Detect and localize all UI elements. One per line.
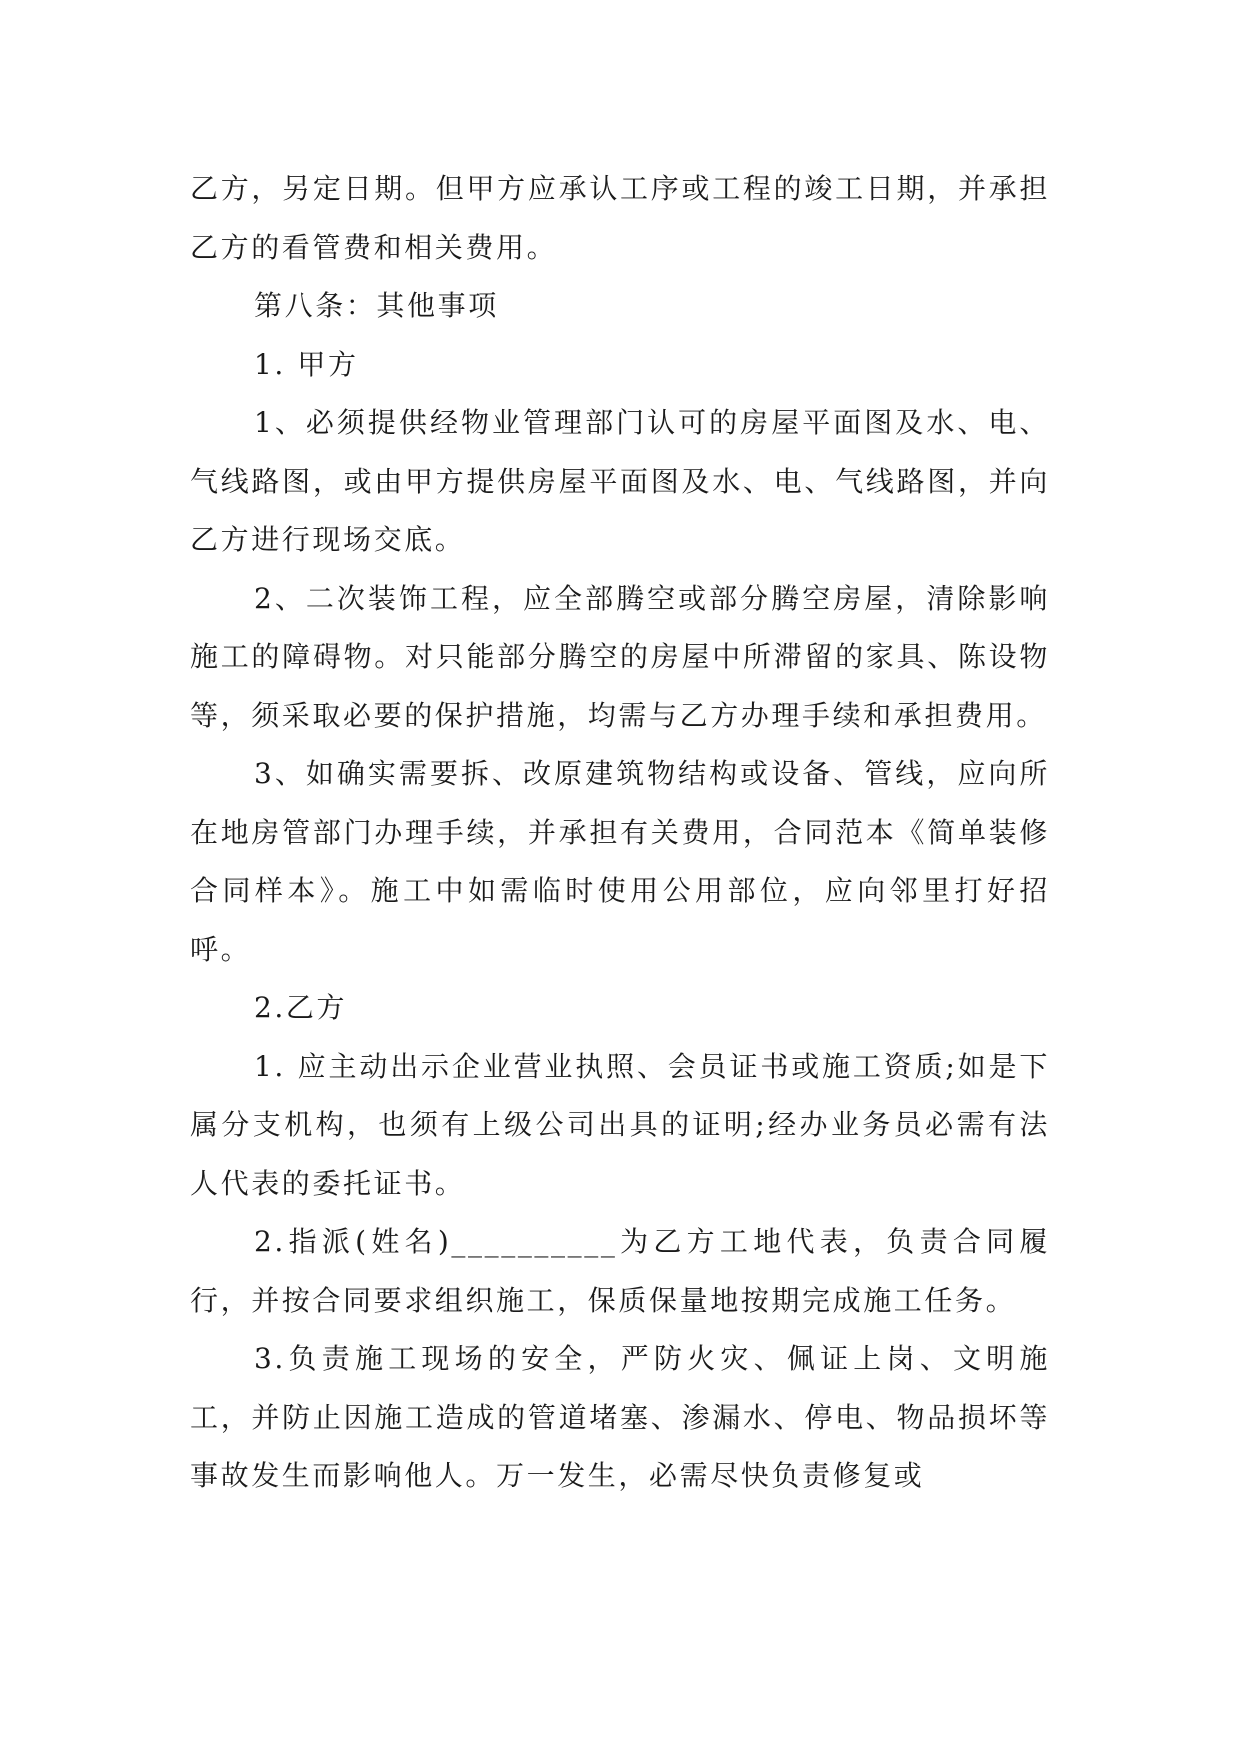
paragraph-continuation: 乙方，另定日期。但甲方应承认工序或工程的竣工日期，并承担乙方的看管费和相关费用。	[190, 172, 1050, 264]
party-a-item-3: 3、如确实需要拆、改原建筑物结构或设备、管线，应向所在地房管部门办理手续，并承担有关费用，合同范本《简单装修合同样本》。施工中如需临时使用公用部位，应向邻里打好招呼。	[190, 757, 1050, 966]
party-a-item-1: 1、必须提供经物业管理部门认可的房屋平面图及水、电、气线路图，或由甲方提供房屋平面图及水、电、气线路图，并向乙方进行现场交底。	[190, 406, 1050, 556]
party-b-item-2: 2.指派(姓名)__________为乙方工地代表，负责合同履行，并按合同要求组织施工，保质保量地按期完成施工任务。	[190, 1225, 1050, 1317]
party-b-item-1: 1. 应主动出示企业营业执照、会员证书或施工资质;如是下属分支机构，也须有上级公司出具的证明;经办业务员必需有法人代表的委托证书。	[190, 1049, 1050, 1200]
party-a-item-2: 2、二次装饰工程，应全部腾空或部分腾空房屋，清除影响施工的障碍物。对只能部分腾空的房屋中所滞留的家具、陈设物等，须采取必要的保护措施，均需与乙方办理手续和承担费用。	[190, 581, 1050, 732]
document-body	[190, 160, 1050, 1506]
subsection-heading-party-a: 1. 甲方	[254, 347, 359, 381]
section-heading-article-8: 第八条：其他事项	[254, 289, 499, 322]
party-b-item-3: 3.负责施工现场的安全，严防火灾、佩证上岗、文明施工，并防止因施工造成的管道堵塞、渗漏水、停电、物品损坏等事故发生而影响他人。万一发生，必需尽快负责修复或	[190, 1342, 1050, 1492]
subsection-heading-party-b: 2.乙方	[254, 991, 348, 1024]
